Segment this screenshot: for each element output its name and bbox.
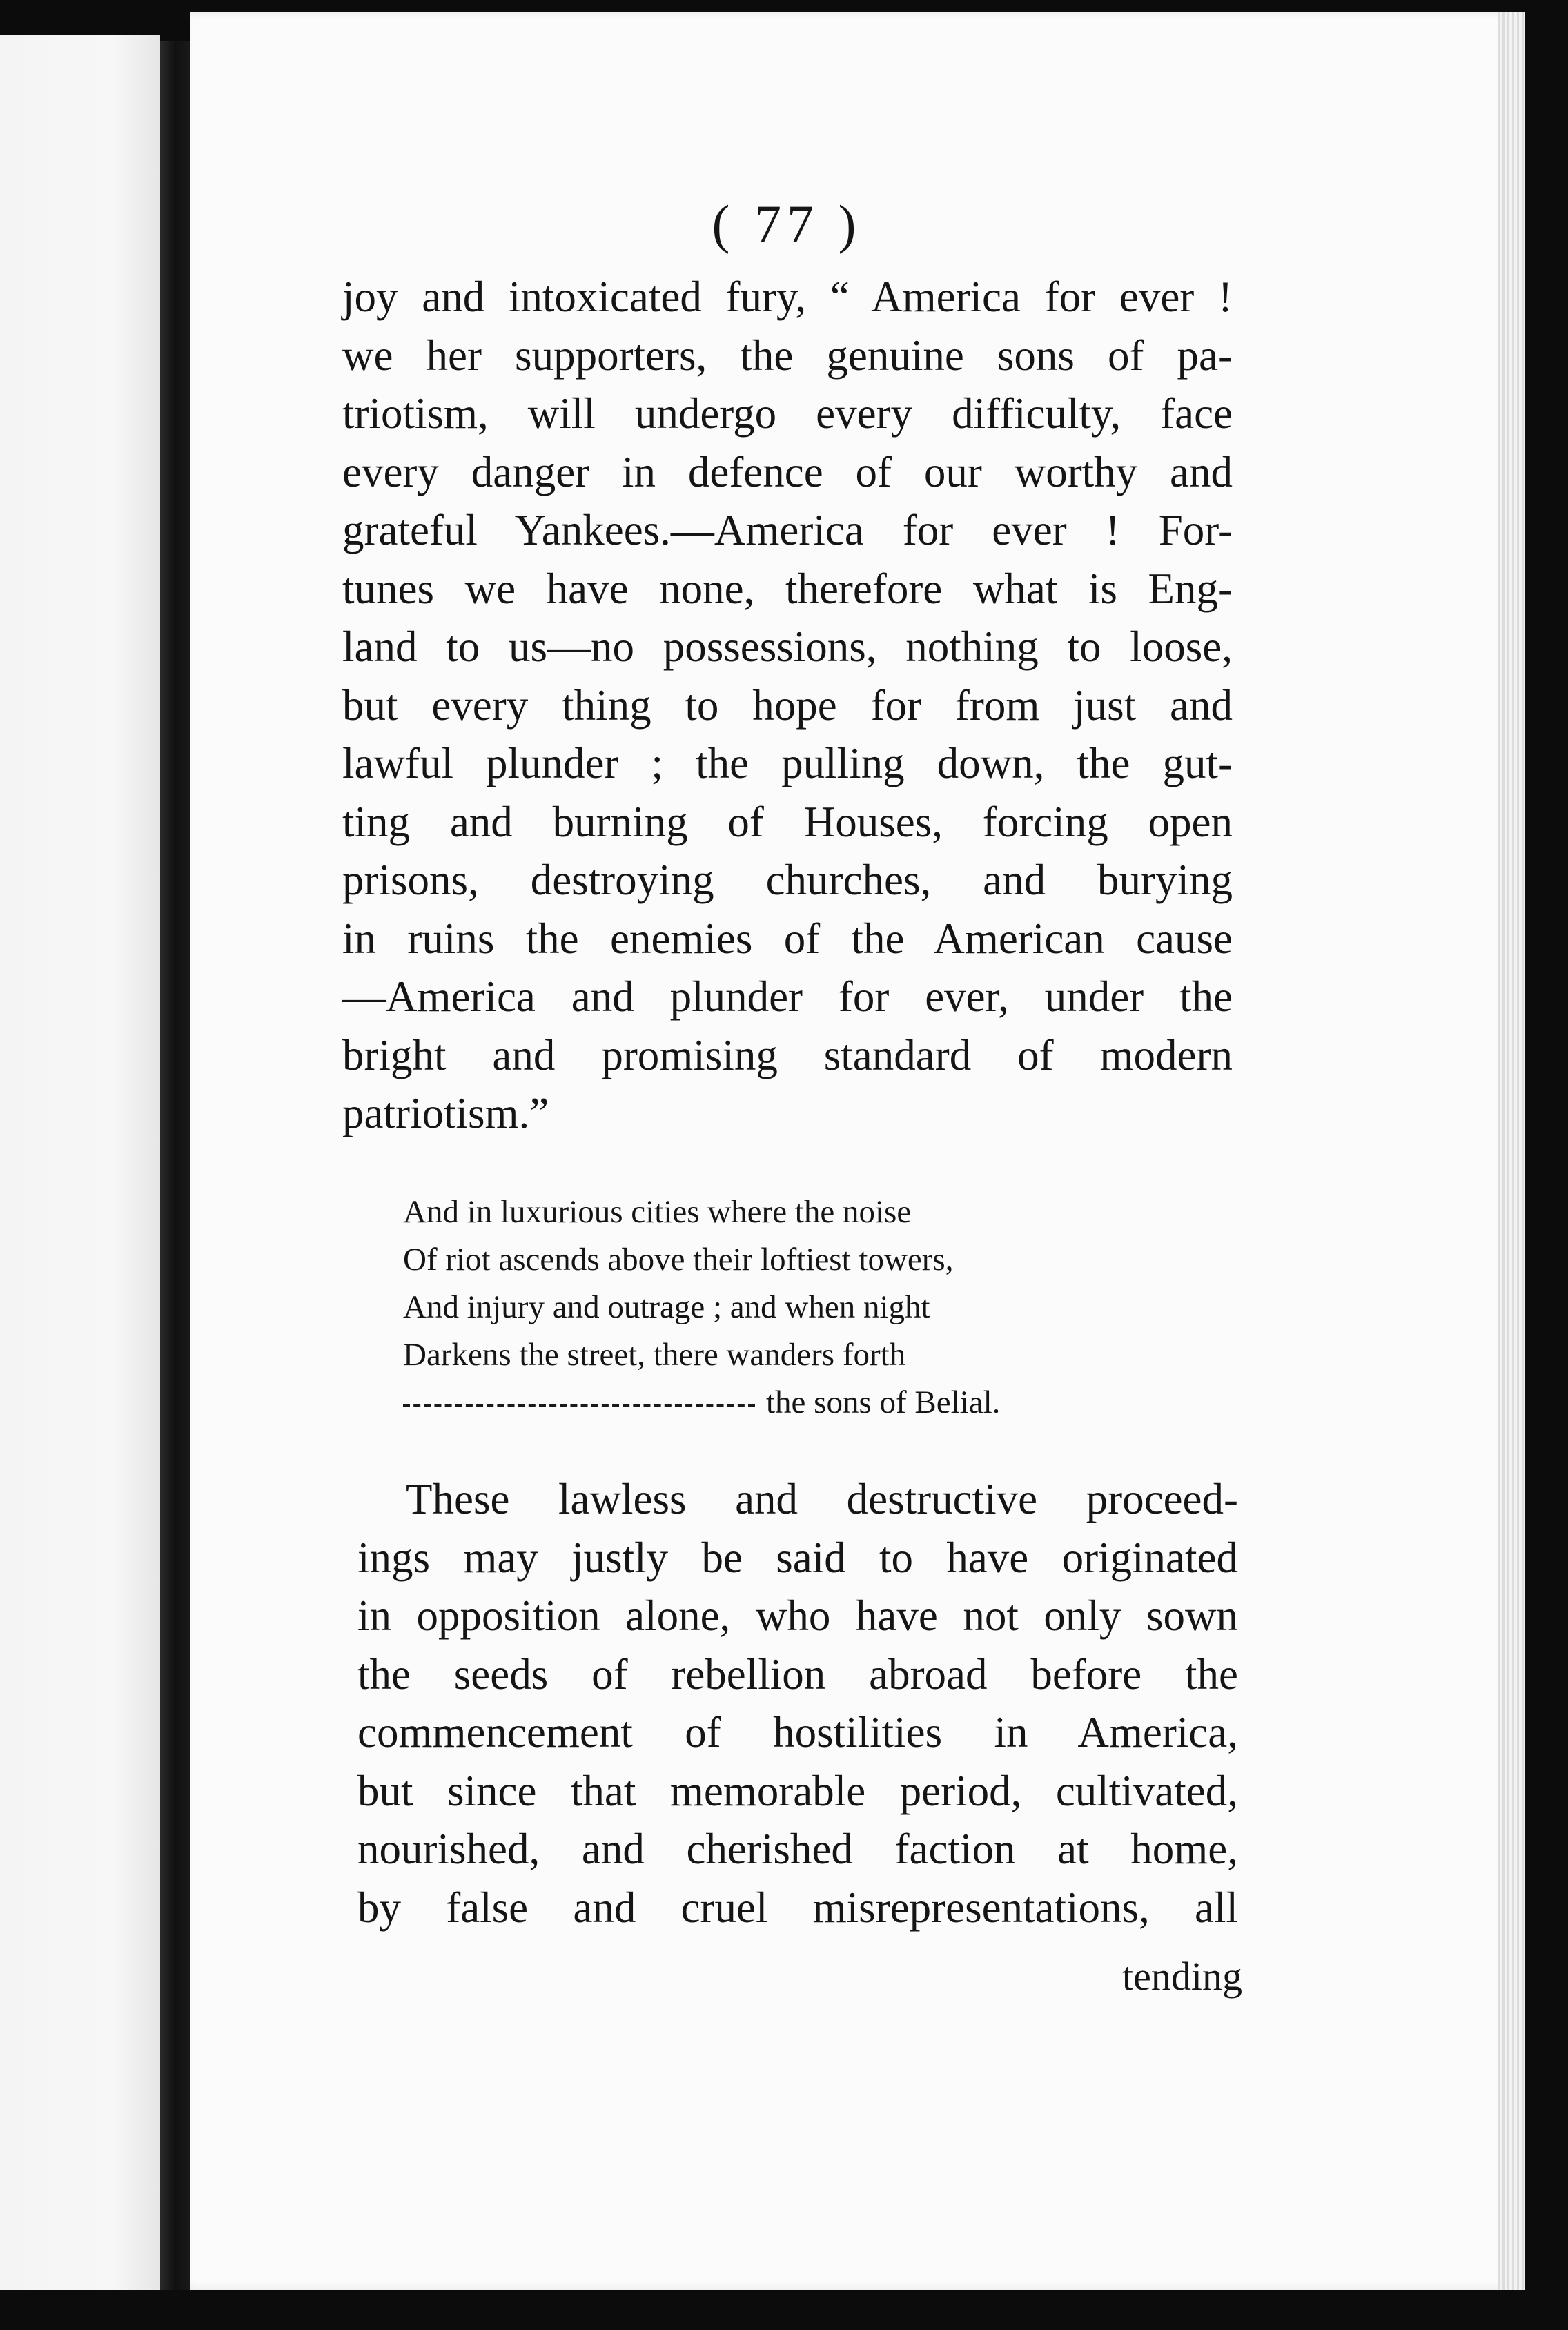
scan-border-right <box>1525 0 1568 2330</box>
text-line: —America and plunder for ever, under the <box>342 972 1233 1021</box>
page-edge <box>1498 12 1525 2290</box>
text-line: bright and promising standard of modern <box>342 1030 1233 1079</box>
text-line: land to us—no possessions, nothing to loose, <box>342 623 1233 671</box>
text-line: in opposition alone, who have not only sown <box>357 1592 1238 1640</box>
text-line: but since that memorable period, cultivated, <box>357 1766 1238 1815</box>
text-line: tunes we have none, therefore what is Eng- <box>342 564 1233 613</box>
verse-closing-text: the sons of Belial. <box>766 1384 1001 1420</box>
text-line: joy and intoxicated fury, “ America for ever ! <box>342 273 1233 321</box>
text-line: we her supporters, the genuine sons of pa- <box>342 331 1233 380</box>
text-line: grateful Yankees.—America for ever ! For- <box>342 506 1233 554</box>
verse-line: And injury and outrage ; and when night <box>403 1289 930 1325</box>
dash-rule <box>403 1404 755 1407</box>
text-line: prisons, destroying churches, and burying <box>342 856 1233 904</box>
paragraph-1 <box>342 268 1233 1143</box>
text-line: commencement of hostilities in America, <box>357 1708 1238 1756</box>
verse-line: And in luxurious cities where the noise <box>403 1194 912 1230</box>
text-line: triotism, will undergo every difficulty, face <box>342 389 1233 438</box>
text-line: These lawless and destructive proceed- <box>406 1475 1238 1523</box>
text-line: in ruins the enemies of the American cause <box>342 914 1233 963</box>
text-line: ting and burning of Houses, forcing open <box>342 797 1233 846</box>
text-line: lawful plunder ; the pulling down, the gut- <box>342 739 1233 787</box>
facing-page <box>0 35 160 2291</box>
page-number: ( 77 ) <box>712 194 862 254</box>
text-line: the seeds of rebellion abroad before the <box>357 1649 1238 1698</box>
text-line: every danger in defence of our worthy and <box>342 447 1233 496</box>
verse-line: Darkens the street, there wanders forth <box>403 1337 906 1373</box>
text-line: patriotism.” <box>342 1089 549 1137</box>
paragraph-2 <box>357 1470 1238 1937</box>
text-line: ings may justly be said to have originated <box>357 1533 1238 1582</box>
verse-line: Of riot ascends above their loftiest towers, <box>403 1242 954 1277</box>
scan-border-bottom <box>0 2290 1568 2330</box>
text-line: by false and cruel misrepresentations, all <box>357 1883 1238 1932</box>
book-gutter <box>160 41 190 2298</box>
text-line: nourished, and cherished faction at home, <box>357 1825 1238 1873</box>
verse-closing-line <box>403 1379 1162 1427</box>
text-line: but every thing to hope for from just and <box>342 681 1233 730</box>
catchword: tending <box>1122 1954 1242 1999</box>
verse-quotation <box>403 1188 1162 1427</box>
